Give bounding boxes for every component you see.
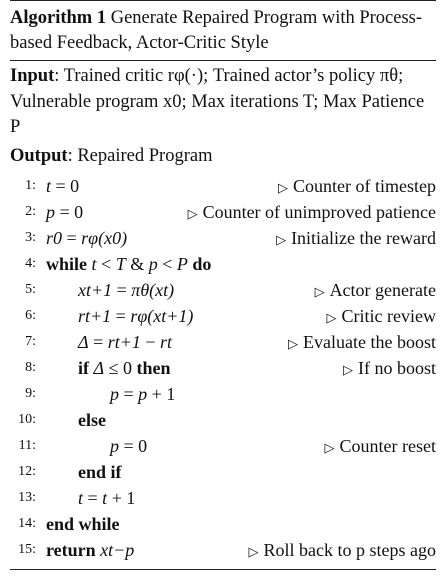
algorithm-line [10, 303, 436, 329]
comment-triangle-icon: ▷ [288, 336, 299, 351]
line-comment: ▷ Counter of timestep [278, 176, 436, 196]
algorithm-line [10, 251, 436, 277]
algorithm-label: Algorithm 1 [10, 8, 107, 28]
algorithm-line [10, 407, 436, 433]
line-comment: ▷ If no boost [343, 358, 436, 378]
line-comment: ▷ Evaluate the boost [288, 332, 436, 352]
line-code: r0 = rφ(x0) [46, 228, 128, 248]
algorithm-line [10, 199, 436, 225]
comment-triangle-icon: ▷ [326, 310, 337, 325]
line-number: 5: [25, 282, 36, 297]
line-code: xt+1 = πθ(xt) [78, 280, 175, 300]
line-number: 8: [25, 360, 36, 375]
line-number: 11: [18, 438, 36, 453]
algorithm-line [10, 225, 436, 251]
line-number: 1: [25, 178, 36, 193]
line-code: Δ = rt+1 − rt [78, 332, 173, 352]
algorithm-line [10, 537, 436, 563]
algorithm-caption [10, 1, 436, 60]
line-number: 15: [18, 542, 36, 557]
algorithm-line [10, 381, 436, 407]
algorithm-line [10, 173, 436, 199]
line-code: t = t + 1 [78, 488, 136, 508]
line-code: while t < T & p < P do [46, 254, 212, 274]
line-number: 2: [25, 204, 36, 219]
algorithm-line [10, 511, 436, 537]
line-code: if Δ ≤ 0 then [78, 358, 171, 378]
input-text: Trained critic rφ(·); Trained actor’s policy πθ; Vulnerable program x0; Max iterations T; Max Patience P [10, 66, 425, 137]
algorithm-line [10, 355, 436, 381]
line-number: 13: [18, 490, 36, 505]
line-code: p = 0 [46, 202, 84, 222]
line-number: 4: [25, 256, 36, 271]
line-code: end while [46, 514, 120, 534]
algorithm-block [10, 0, 436, 570]
line-code: end if [78, 462, 122, 482]
algorithm-title: Generate Repaired Program with Process-based Feedback, Actor-Critic Style [10, 8, 423, 53]
line-number: 14: [18, 516, 36, 531]
line-number: 7: [25, 334, 36, 349]
line-comment: ▷ Critic review [326, 306, 436, 326]
line-comment: ▷ Counter of unimproved patience [187, 202, 436, 222]
line-number: 3: [25, 230, 36, 245]
line-code: return xt−p [46, 540, 135, 560]
algorithm-line [10, 459, 436, 485]
line-number: 6: [25, 308, 36, 323]
algorithm-line [10, 329, 436, 355]
line-comment: ▷ Counter reset [324, 436, 436, 456]
input-keyword: Input [10, 66, 55, 86]
line-comment: ▷ Actor generate [314, 280, 436, 300]
line-number: 9: [25, 386, 36, 401]
line-code: p = 0 [110, 436, 148, 456]
output-text: Repaired Program [77, 145, 213, 166]
line-number: 10: [18, 412, 36, 427]
comment-triangle-icon: ▷ [276, 232, 287, 247]
input-block: Input: Trained critic rφ(·); Trained actor’s policy πθ; Vulnerable program x0; Max iterations T; Max Patience P [10, 66, 425, 137]
comment-triangle-icon: ▷ [187, 206, 198, 221]
comment-triangle-icon: ▷ [343, 362, 353, 377]
algorithm-line [10, 277, 436, 303]
line-code: else [78, 410, 106, 430]
line-number: 12: [18, 464, 36, 479]
algorithm-line [10, 485, 436, 511]
output-keyword: Output [10, 145, 68, 166]
line-comment: ▷ Initialize the reward [276, 228, 436, 248]
bottom-rule [10, 569, 436, 570]
comment-triangle-icon: ▷ [278, 180, 289, 195]
algorithm-lines [10, 173, 436, 563]
comment-triangle-icon: ▷ [314, 284, 325, 299]
output-block: Output: Repaired Program [10, 145, 213, 166]
line-code: t = 0 [46, 176, 80, 196]
comment-triangle-icon: ▷ [248, 544, 259, 559]
line-code: rt+1 = rφ(xt+1) [78, 306, 194, 326]
line-code: p = p + 1 [110, 384, 176, 404]
comment-triangle-icon: ▷ [324, 440, 335, 455]
algorithm-line [10, 433, 436, 459]
line-comment: ▷ Roll back to p steps ago [248, 540, 436, 560]
